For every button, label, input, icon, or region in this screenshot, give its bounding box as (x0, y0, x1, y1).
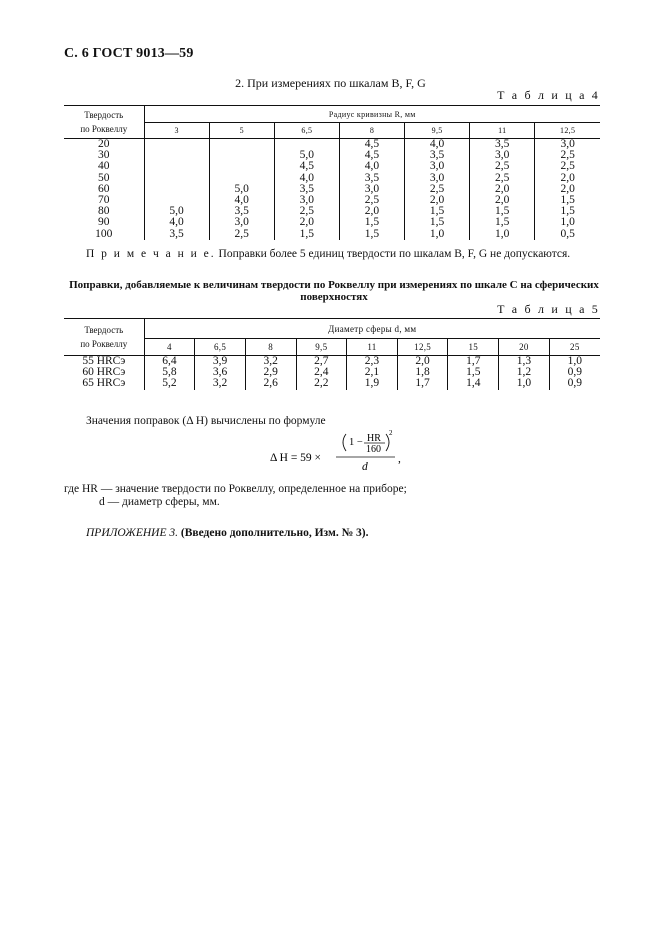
row-hardness: 60 HRCэ (82, 366, 126, 379)
table-cell: 1,5 (470, 206, 535, 217)
table-cell: 1,7 (448, 356, 499, 368)
table-cell (144, 184, 209, 195)
formula-one-minus: 1 − (349, 437, 363, 448)
table-cell: 1,0 (405, 229, 470, 240)
table-cell: 2,0 (339, 206, 404, 217)
table-cell: 1,8 (397, 367, 448, 378)
table-5-column-header: 12,5 (397, 339, 448, 356)
table-cell: 2,0 (535, 173, 600, 184)
formula-intro: Значения поправок (Δ H) вычислены по формуле (86, 415, 326, 427)
table-cell: 1,0 (535, 217, 600, 228)
table-5-column-header: 25 (549, 339, 600, 356)
section-2-title: 2. При измерениях по шкалам B, F, G (235, 76, 426, 90)
table-cell: 4,0 (274, 173, 339, 184)
table-cell: 2,5 (470, 173, 535, 184)
table-row (64, 161, 600, 172)
table-cell: 2,0 (470, 184, 535, 195)
table-cell: 3,0 (470, 150, 535, 161)
table-cell: 1,0 (470, 229, 535, 240)
table-cell: 4,5 (339, 150, 404, 161)
table-cell: 2,1 (347, 367, 398, 378)
table-row (64, 229, 600, 240)
row-hardness: 70 (98, 194, 110, 207)
table-cell (209, 161, 274, 172)
table-4-column-header: 11 (470, 123, 535, 139)
table-cell: 2,5 (405, 184, 470, 195)
formula-160: 160 (366, 444, 381, 455)
table-cell: 2,5 (470, 161, 535, 172)
table-row (64, 217, 600, 228)
table-cell: 5,8 (144, 367, 195, 378)
table-cell: 2,7 (296, 356, 347, 368)
left-paren (343, 434, 346, 451)
where-line-2: d — диаметр сферы, мм. (99, 496, 220, 508)
table-cell: 1,5 (405, 217, 470, 228)
table-cell: 1,4 (448, 378, 499, 389)
table-cell: 1,5 (339, 229, 404, 240)
table-cell: 5,2 (144, 378, 195, 389)
table-cell: 2,5 (535, 161, 600, 172)
table-cell: 6,4 (144, 356, 195, 368)
table-4-column-header: 5 (209, 123, 274, 139)
table-cell (209, 139, 274, 151)
table-cell: 3,0 (405, 173, 470, 184)
table-cell: 2,3 (347, 356, 398, 368)
row-hardness: 90 (98, 216, 110, 229)
table-5-column-header: 8 (245, 339, 296, 356)
table-cell: 1,5 (274, 229, 339, 240)
note: П р и м е ч а н и е. Поправки более 5 единиц твердости по шкалам B, F, G не допускаются. (86, 248, 571, 260)
table-cell: 2,0 (470, 195, 535, 206)
table-cell: 2,2 (296, 378, 347, 389)
table-row (64, 139, 600, 151)
appendix-note: ПРИЛОЖЕНИЕ 3. (Введено дополнительно, Изм. № 3). (86, 527, 369, 539)
table-cell: 1,5 (470, 217, 535, 228)
correction-formula (270, 428, 420, 478)
table-cell: 4,0 (339, 161, 404, 172)
table-5 (64, 318, 600, 390)
table-4-label: Т а б л и ц а 4 (497, 88, 600, 102)
table-cell: 2,9 (245, 367, 296, 378)
row-hardness: 20 (98, 138, 110, 150)
table-cell (144, 161, 209, 172)
table-row (64, 378, 600, 389)
table-cell: 3,2 (245, 356, 296, 368)
table-cell: 2,0 (535, 184, 600, 195)
table-row (64, 173, 600, 184)
table-cell: 3,0 (274, 195, 339, 206)
table-5-column-header: 4 (144, 339, 195, 356)
table-cell: 2,0 (397, 356, 448, 368)
formula-d: d (362, 461, 368, 473)
table-cell: 1,0 (499, 378, 550, 389)
table-cell: 2,6 (245, 378, 296, 389)
table-cell: 3,5 (405, 150, 470, 161)
table-4-row-header: Твердость по Роквеллу (64, 106, 144, 139)
table-cell: 1,2 (499, 367, 550, 378)
table-4-group-header: Радиус кривизны R, мм (144, 106, 600, 123)
table-cell: 0,5 (535, 229, 600, 240)
table-cell: 2,5 (274, 206, 339, 217)
table-5-label: Т а б л и ц а 5 (497, 302, 600, 316)
row-hardness: 55 HRCэ (82, 355, 126, 367)
table-cell: 1,5 (535, 195, 600, 206)
table-cell (144, 139, 209, 151)
row-hardness: 65 HRCэ (82, 377, 126, 390)
table-cell: 2,5 (209, 229, 274, 240)
table-cell: 1,0 (549, 356, 600, 368)
table-cell: 5,0 (144, 206, 209, 217)
table-cell: 2,4 (296, 367, 347, 378)
table-cell: 4,0 (405, 139, 470, 151)
row-hardness: 100 (95, 227, 113, 240)
table-cell: 3,5 (144, 229, 209, 240)
table-cell: 3,6 (195, 367, 246, 378)
formula-exponent: 2 (389, 429, 393, 437)
formula-hr: HR (367, 433, 381, 444)
table-5-group-header: Диаметр сферы d, мм (144, 319, 600, 339)
table-row (64, 184, 600, 195)
row-hardness: 60 (98, 182, 110, 195)
table-cell: 0,9 (549, 367, 600, 378)
table-5-column-header: 20 (499, 339, 550, 356)
table-cell: 1,3 (499, 356, 550, 368)
table-cell: 3,9 (195, 356, 246, 368)
table-cell: 1,5 (535, 206, 600, 217)
table-cell: 3,0 (405, 161, 470, 172)
table-cell: 4,5 (339, 139, 404, 151)
table-5-column-header: 6,5 (195, 339, 246, 356)
formula-comma: , (398, 453, 401, 465)
table-cell: 5,0 (209, 184, 274, 195)
table-5-column-header: 9,5 (296, 339, 347, 356)
table-cell: 2,5 (535, 150, 600, 161)
table-row (64, 206, 600, 217)
row-hardness: 80 (98, 205, 110, 218)
table-5-title: Поправки, добавляемые к величинам твердости по Роквеллу при измерениях по шкале С на сферических поверхностях (69, 279, 599, 303)
table-cell: 1,5 (339, 217, 404, 228)
table-cell: 5,0 (274, 150, 339, 161)
table-cell (144, 173, 209, 184)
table-cell: 1,9 (347, 378, 398, 389)
table-cell: 3,2 (195, 378, 246, 389)
table-cell: 3,0 (339, 184, 404, 195)
table-cell: 3,5 (339, 173, 404, 184)
table-cell: 0,9 (549, 378, 600, 389)
table-cell: 3,5 (470, 139, 535, 151)
table-cell: 2,0 (405, 195, 470, 206)
page-header: С. 6 ГОСТ 9013—59 (64, 46, 194, 61)
table-cell: 1,5 (405, 206, 470, 217)
table-row (64, 195, 600, 206)
table-5-column-header: 15 (448, 339, 499, 356)
table-row (64, 150, 600, 161)
table-4-column-header: 6,5 (274, 123, 339, 139)
table-cell: 3,5 (209, 206, 274, 217)
table-4 (64, 105, 600, 242)
table-cell: 4,0 (144, 217, 209, 228)
formula-lhs: Δ H = 59 × (270, 452, 322, 464)
row-hardness: 50 (98, 171, 110, 184)
table-cell: 4,0 (209, 195, 274, 206)
table-cell: 4,5 (274, 161, 339, 172)
table-cell: 1,5 (448, 367, 499, 378)
table-cell: 3,0 (535, 139, 600, 151)
table-4-column-header: 12,5 (535, 123, 600, 139)
table-4-column-header: 9,5 (405, 123, 470, 139)
table-5-column-header: 11 (347, 339, 398, 356)
where-line-1: где HR — значение твердости по Роквеллу, определенное на приборе; (64, 483, 407, 495)
table-cell (144, 150, 209, 161)
table-cell: 2,5 (339, 195, 404, 206)
table-cell (209, 150, 274, 161)
table-4-column-header: 8 (339, 123, 404, 139)
table-5-row-header: Твердость по Роквеллу (64, 319, 144, 356)
table-cell: 2,0 (274, 217, 339, 228)
table-4-column-header: 3 (144, 123, 209, 139)
table-cell: 3,5 (274, 184, 339, 195)
table-cell: 3,0 (209, 217, 274, 228)
table-cell: 1,7 (397, 378, 448, 389)
row-hardness: 40 (98, 160, 110, 173)
row-hardness: 30 (98, 149, 110, 162)
